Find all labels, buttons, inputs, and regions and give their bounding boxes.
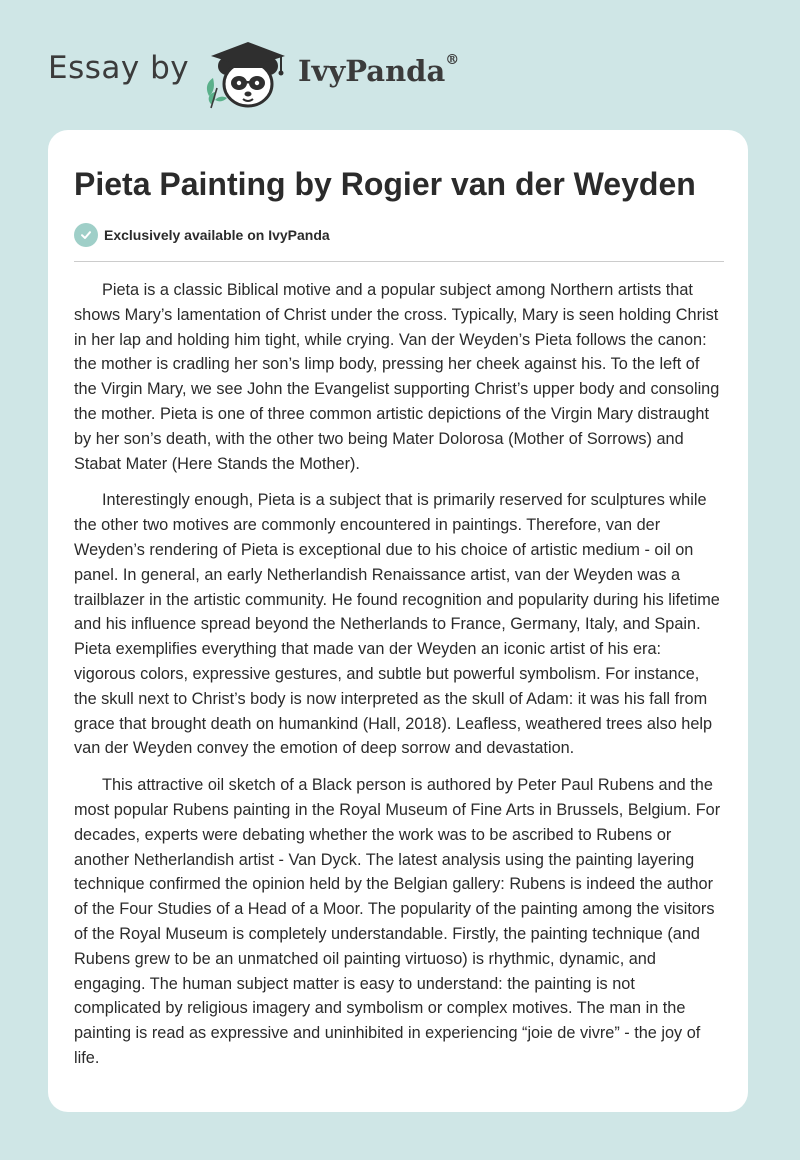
page-title: Pieta Painting by Rogier van der Weyden — [74, 166, 696, 202]
check-circle-icon — [74, 223, 98, 247]
paragraph: This attractive oil sketch of a Black person is authored by Peter Paul Rubens and the most popular Rubens painting in the Royal Museum of Fine Arts in Brussels, Belgium. For decades, experts were debating whether the work was to be ascribed to Rubens or another Netherlandish artist - Van Dyck. The latest analysis using the painting layering technique confirmed the opinion held by the Belgian gallery: Rubens is indeed the author of the Four Studies of a Head of a Moor. The popularity of the painting among the visitors of the Royal Museum is completely understandable. Firstly, the painting technique (and Rubens grew to be an unmatched oil painting virtuoso) is rhythmic, dynamic, and engaging. The human subject matter is easy to understand: the painting is not complicated by religious imagery and symbolism or complex motives. The man in the painting is read as expressive and uninhibited in experiencing “joie de vivre” - the joy of life. — [74, 776, 721, 1067]
brand-name[interactable] — [298, 54, 459, 88]
panda-logo-icon[interactable] — [203, 38, 289, 112]
essay-body — [74, 278, 724, 1083]
essay-by-label: Essay by — [48, 50, 190, 86]
title-divider — [74, 261, 724, 262]
paragraph: Interestingly enough, Pieta is a subject that is primarily reserved for sculptures while the other two motives are commonly encountered in paintings. Therefore, van der Weyden’s rendering of Pieta is exceptional due to his choice of artistic medium - oil on panel. In general, an early Netherlandish Renaissance artist, van der Weyden was a trailblazer in the artistic community. He found recognition and popularity during his lifetime and his influence spread beyond the Netherlands to France, Germany, Italy, and Spain. Pieta exemplifies everything that made van der Weyden an iconic artist of his era: vigorous colors, expressive gestures, and subtle but powerful symbolism. For instance, the skull next to Christ’s body is now interpreted as the skull of Adam: it was his fall from grace that brought death on humankind (Hall, 2018). Leafless, weathered trees also help van der Weyden convey the emotion of deep sorrow and devastation. — [74, 491, 720, 758]
exclusive-badge-label: Exclusively available on IvyPanda — [104, 227, 330, 243]
paragraph: Pieta is a classic Biblical motive and a popular subject among Northern artists that shows Mary’s lamentation of Christ under the cross. Typically, Mary is seen holding Christ in her lap and holding him tight, while crying. Van der Weyden’s Pieta follows the canon: the mother is cradling her son’s limp body, pressing her cheek against his. To the left of the Virgin Mary, we see John the Evangelist supporting Christ’s upper body and consoling the mother. Pieta is one of three common artistic depictions of the Virgin Mary distraught by her son’s death, with the other two being Mater Dolorosa (Mother of Sorrows) and Stabat Mater (Here Stands the Mother). — [74, 281, 720, 473]
site-header — [0, 0, 800, 130]
essay-card — [48, 130, 748, 1112]
exclusive-badge — [74, 222, 330, 248]
brand-name-text: IvyPanda — [298, 54, 446, 88]
registered-mark: ® — [445, 52, 460, 68]
